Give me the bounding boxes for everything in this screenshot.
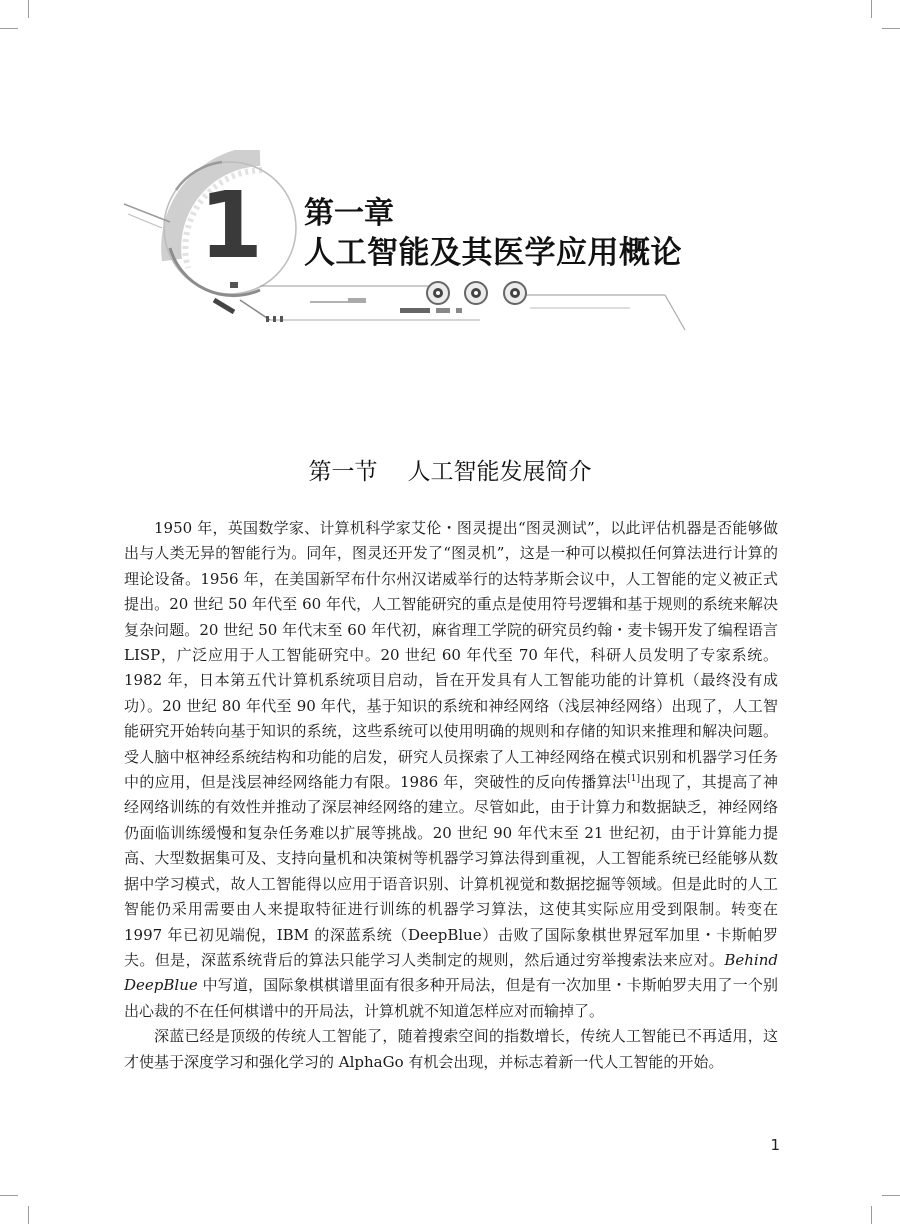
chapter-label: 第一章 bbox=[304, 196, 394, 231]
book-title: Behind DeepBlue bbox=[124, 950, 778, 995]
crop-mark bbox=[882, 1195, 900, 1196]
crop-mark bbox=[28, 1206, 29, 1224]
target-circle-icon bbox=[504, 282, 526, 304]
target-circle-icon bbox=[465, 282, 487, 304]
crop-mark bbox=[882, 28, 900, 29]
section-number: 第一节 bbox=[308, 459, 378, 485]
citation-ref[interactable]: [1] bbox=[627, 774, 640, 785]
body-text bbox=[124, 516, 778, 1075]
crop-mark bbox=[28, 0, 29, 18]
target-circle-icon bbox=[427, 282, 449, 304]
crop-mark bbox=[871, 0, 872, 18]
crop-mark bbox=[0, 1195, 18, 1196]
section-title bbox=[0, 456, 900, 488]
chapter-number: 1 bbox=[198, 172, 263, 279]
paragraph: 深蓝已经是顶级的传统人工智能了，随着搜索空间的指数增长，传统人工智能已不再适用，这才使基于深度学习和强化学习的 AlphaGo 有机会出现，并标志着新一代人工智能的开始。 bbox=[124, 1027, 778, 1071]
page-number: 1 bbox=[770, 1136, 780, 1154]
crop-mark bbox=[0, 28, 18, 29]
paragraph: 1950 年，英国数学家、计算机科学家艾伦・图灵提出“图灵测试”，以此评估机器是否能够做出与人类无异的智能行为。同年，图灵还开发了“图灵机”，这是一种可以模拟任何算法进行计算的理论设备。1956 年，在美国新罕布什尔州汉诺威举行的达特茅斯会议中，人工智能的定义被正式提出。20 世纪 50 年代至 60 年代，人工智能研究的重点是使用符号逻辑和基于规则的系统来解决复杂问题。20 世纪 50 年代末至 60 年代初，麻省理工学院的研究员约翰・麦卡锡开发了编程语言 LISP，广泛应用于人工智能研究中。20 世纪 60 年代至 70 年代，科研人员发明了专家系统。1982 年，日本第五代计算机系统项目启动，旨在开发具有人工智能功能的计算机（最终没有成功）。20 世纪 80 年代至 90 年代，基于知识的系统和神经网络（浅层神经网络）出现了，人工智能研究开始转向基于知识的系统，这些系统可以使用明确的规则和存储的知识来推理和解决问题。受人脑中枢神经系统结构和功能的启发，研究人员探索了人工神经网络在模式识别和机器学习任务中的应用，但是浅层神经网络能力有限。1986 年，突破性的反向传播算法[1]出现了，其提高了神经网络训练的有效性并推动了深层神经网络的建立。尽管如此，由于计算力和数据缺乏，神经网络仍面临训练缓慢和复杂任务难以扩展等挑战。20 世纪 90 年代末至 21 世纪初，由于计算能力提高、大型数据集可及、支持向量机和决策树等机器学习算法得到重视，人工智能系统已经能够从数据中学习模式，故人工智能得以应用于语音识别、计算机视觉和数据挖掘等领域。但是此时的人工智能仍采用需要由人来提取特征进行训练的机器学习算法，这使其实际应用受到限制。转变在 1997 年已初见端倪，IBM 的深蓝系统（DeepBlue）击败了国际象棋世界冠军加里・卡斯帕罗夫。但是，深蓝系统背后的算法只能学习人类制定的规则，然后通过穷举搜索法来应对。Behind DeepBlue 中写道，国际象棋棋谱里面有很多种开局法，但是有一次加里・卡斯帕罗夫用了一个别出心裁的不在任何棋谱中的开局法，计算机就不知道怎样应对而输掉了。 bbox=[124, 519, 778, 1020]
crop-mark bbox=[871, 1206, 872, 1224]
section-heading: 人工智能发展简介 bbox=[407, 459, 592, 485]
chapter-title: 人工智能及其医学应用概论 bbox=[304, 235, 682, 271]
